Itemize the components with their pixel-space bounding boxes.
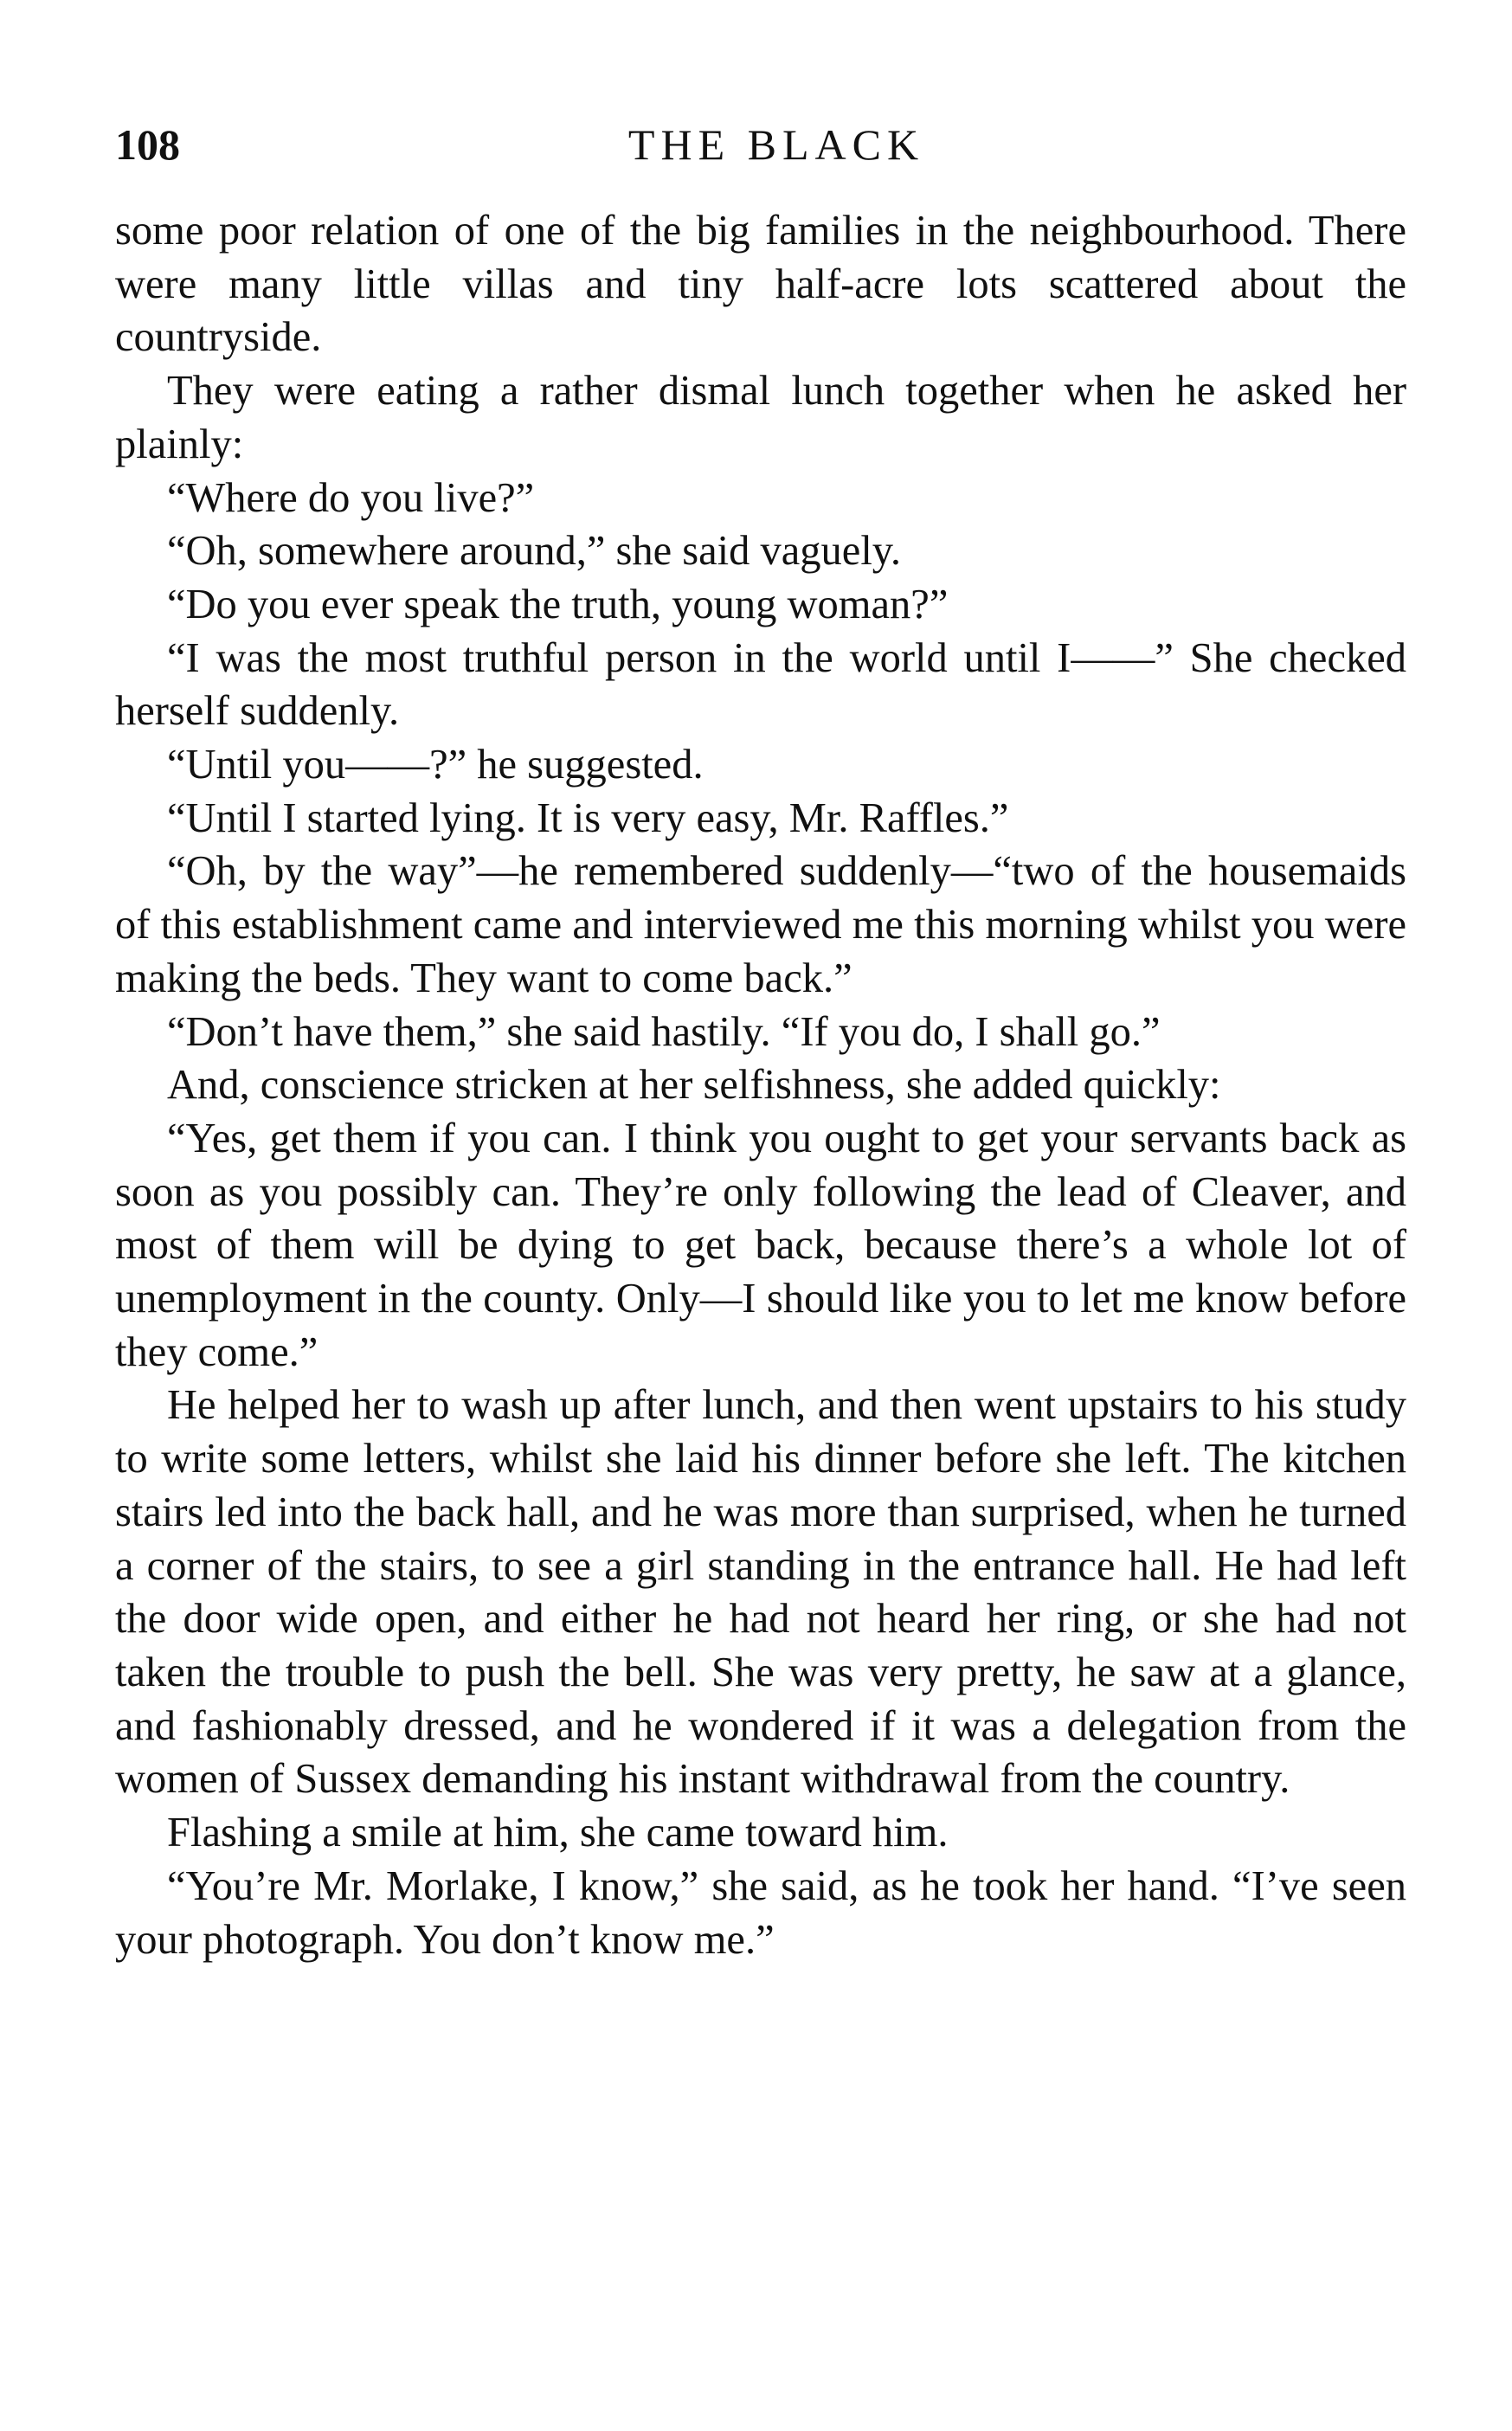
paragraph: “Yes, get them if you can. I think you ought to get your servants back as soon as you possibly can. They’re only following the lead of Cleaver, and most of them will be dying to get back, because there’s a whole lot of unemployment in the county. Only—I should like you to let me know before they come.” <box>115 1115 1406 1375</box>
paragraph: “Until I started lying. It is very easy, Mr. Raffles.” <box>167 794 1009 841</box>
paragraph: He helped her to wash up after lunch, and then went upstairs to his study to write some letters, whilst she laid his dinner before she left. The kitchen stairs led into the back hall, and he was more than surprised, when he turned a corner of the stairs, to see a girl standing in the entrance hall. He had left the door wide open, and either he had not heard her ring, or she had not taken the trouble to push the bell. She was very pretty, he saw at a glance, and fashionably dressed, and he wondered if it was a delegation from the women of Sussex demanding his instant withdrawal from the country. <box>115 1382 1406 1803</box>
paragraph: “You’re Mr. Morlake, I know,” she said, as he took her hand. “I’ve seen your photograph. You don’t know me.” <box>115 1862 1406 1963</box>
paragraph: “I was the most truthful person in the world until I——” She checked herself suddenly. <box>115 634 1406 735</box>
paragraph: “Don’t have them,” she said hastily. “If you do, I shall go.” <box>167 1008 1161 1055</box>
paragraph: “Where do you live?” <box>167 474 535 521</box>
page-number: 108 <box>115 120 180 169</box>
paragraph: “Oh, somewhere around,” she said vaguely. <box>167 528 902 575</box>
paragraph: And, conscience stricken at her selfishness, she added quickly: <box>167 1062 1221 1109</box>
paragraph: “Oh, by the way”—he remembered suddenly—“two of the housemaids of this establishment came and interviewed me this morning whilst you were making the beds. They want to come back.” <box>115 848 1406 1001</box>
page-header <box>115 114 1406 175</box>
paragraph: They were eating a rather dismal lunch together when he asked her plainly: <box>115 368 1406 467</box>
paragraph: Flashing a smile at him, she came toward him. <box>167 1810 949 1856</box>
body-text <box>115 204 1406 1966</box>
running-head: THE BLACK <box>627 120 925 169</box>
paragraph: “Do you ever speak the truth, young woman?” <box>167 581 949 627</box>
paragraph: “Until you——?” he suggested. <box>167 742 704 788</box>
paragraph: some poor relation of one of the big families in the neighbourhood. There were many little villas and tiny half-acre lots scattered about the countryside. <box>115 208 1406 361</box>
